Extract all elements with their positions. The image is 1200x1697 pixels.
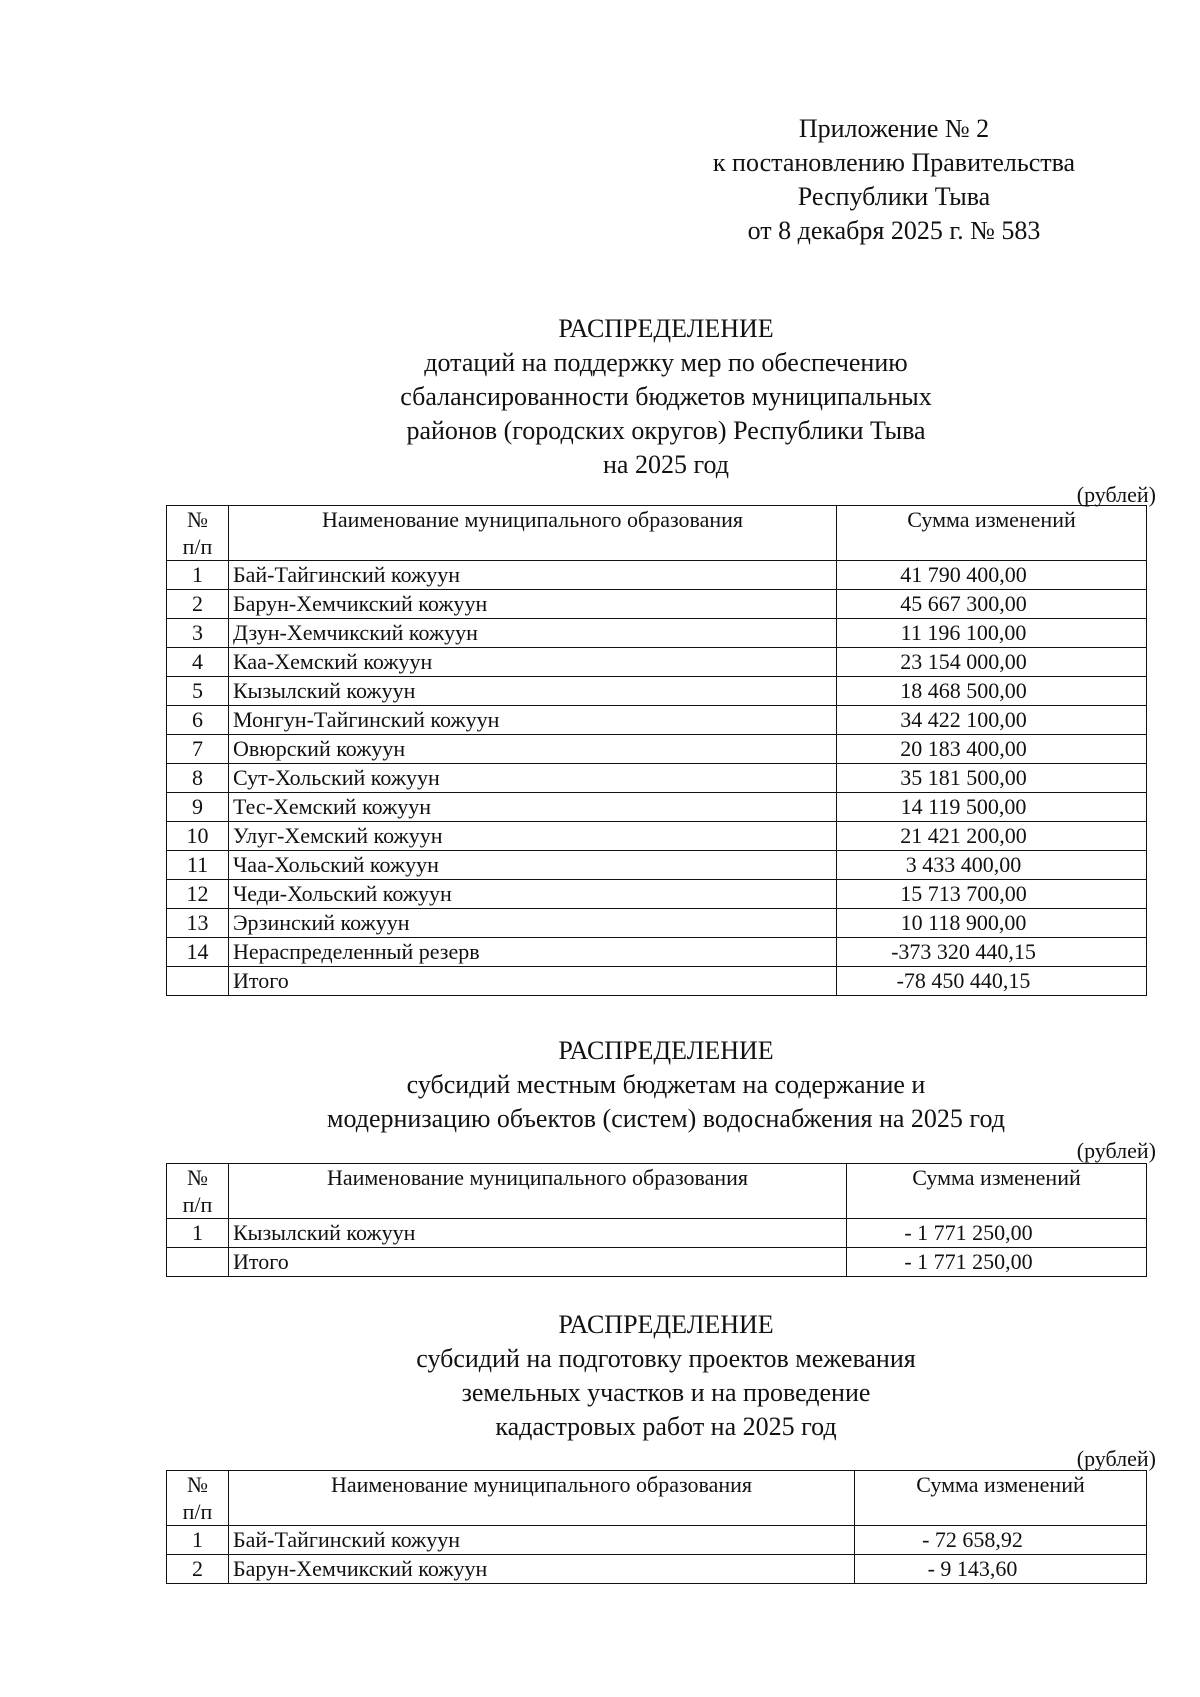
row-number: 1 bbox=[167, 561, 229, 590]
change-amount: 3 433 400,00 bbox=[837, 851, 1147, 880]
change-amount: - 9 143,60 bbox=[855, 1555, 1147, 1584]
row-number: 12 bbox=[167, 880, 229, 909]
section3-title-block bbox=[166, 1308, 1166, 1444]
municipality-name: Дзун-Хемчикский кожуун bbox=[229, 619, 837, 648]
change-amount: 35 181 500,00 bbox=[837, 764, 1147, 793]
change-amount: 21 421 200,00 bbox=[837, 822, 1147, 851]
table-row bbox=[167, 851, 1147, 880]
section2-subtitle-2: модернизацию объектов (систем) водоснабжения на 2025 год bbox=[327, 1104, 1005, 1133]
row-number: 11 bbox=[167, 851, 229, 880]
row-number: 3 bbox=[167, 619, 229, 648]
appendix-authority: Республики Тыва bbox=[797, 182, 991, 211]
table-row bbox=[167, 590, 1147, 619]
municipality-name: Чеди-Хольский кожуун bbox=[229, 880, 837, 909]
table-row bbox=[167, 764, 1147, 793]
row-number: 2 bbox=[167, 590, 229, 619]
section3-unit: (рублей) bbox=[1076, 1446, 1156, 1471]
change-amount: -78 450 440,15 bbox=[837, 967, 1147, 996]
section2-subtitle-1: субсидий местным бюджетам на содержание и bbox=[406, 1070, 926, 1099]
table-header-row bbox=[167, 1471, 1147, 1526]
municipality-name: Монгун-Тайгинский кожуун bbox=[229, 706, 837, 735]
section1-table-body bbox=[167, 561, 1147, 996]
change-amount: - 1 771 250,00 bbox=[847, 1248, 1147, 1277]
column-header-name: Наименование муниципального образования bbox=[229, 506, 837, 561]
row-number: 2 bbox=[167, 1555, 229, 1584]
table-row bbox=[167, 1248, 1147, 1277]
row-number: 9 bbox=[167, 793, 229, 822]
column-header-name: Наименование муниципального образования bbox=[229, 1164, 847, 1219]
table-row bbox=[167, 1555, 1147, 1584]
change-amount: 45 667 300,00 bbox=[837, 590, 1147, 619]
change-amount: 41 790 400,00 bbox=[837, 561, 1147, 590]
municipality-name: Барун-Хемчикский кожуун bbox=[229, 590, 837, 619]
municipality-name: Барун-Хемчикский кожуун bbox=[229, 1555, 855, 1584]
document-header bbox=[674, 112, 1114, 248]
municipality-name: Итого bbox=[229, 967, 837, 996]
municipality-name: Чаа-Хольский кожуун bbox=[229, 851, 837, 880]
municipality-name: Тес-Хемский кожуун bbox=[229, 793, 837, 822]
appendix-date: от 8 декабря 2025 г. № 583 bbox=[747, 216, 1041, 245]
change-amount: 15 713 700,00 bbox=[837, 880, 1147, 909]
table-row bbox=[167, 561, 1147, 590]
section1-title: РАСПРЕДЕЛЕНИЕ bbox=[558, 314, 774, 343]
section1-unit: (рублей) bbox=[1076, 482, 1156, 507]
change-amount: - 1 771 250,00 bbox=[847, 1219, 1147, 1248]
change-amount: 11 196 100,00 bbox=[837, 619, 1147, 648]
section1-subtitle-1: дотаций на поддержку мер по обеспечению bbox=[424, 348, 908, 377]
section3-table-body bbox=[167, 1526, 1147, 1584]
row-number: 7 bbox=[167, 735, 229, 764]
column-header-name: Наименование муниципального образования bbox=[229, 1471, 855, 1526]
municipality-name: Бай-Тайгинский кожуун bbox=[229, 1526, 855, 1555]
row-number bbox=[167, 1248, 229, 1277]
column-header-number: № п/п bbox=[167, 506, 229, 561]
row-number: 8 bbox=[167, 764, 229, 793]
table-row bbox=[167, 793, 1147, 822]
change-amount: 23 154 000,00 bbox=[837, 648, 1147, 677]
municipality-name: Сут-Хольский кожуун bbox=[229, 764, 837, 793]
column-header-sum: Сумма изменений bbox=[847, 1164, 1147, 1219]
section1-title-block bbox=[166, 312, 1166, 482]
municipality-name: Кызылский кожуун bbox=[229, 1219, 847, 1248]
municipality-name: Улуг-Хемский кожуун bbox=[229, 822, 837, 851]
row-number: 5 bbox=[167, 677, 229, 706]
table-header-row bbox=[167, 506, 1147, 561]
municipality-name: Кызылский кожуун bbox=[229, 677, 837, 706]
column-header-sum: Сумма изменений bbox=[855, 1471, 1147, 1526]
section1-subtitle-2: сбалансированности бюджетов муниципальных bbox=[400, 382, 932, 411]
change-amount: 14 119 500,00 bbox=[837, 793, 1147, 822]
table-row bbox=[167, 1526, 1147, 1555]
row-number: 10 bbox=[167, 822, 229, 851]
appendix-reference: к постановлению Правительства bbox=[712, 148, 1076, 177]
municipality-name: Эрзинский кожуун bbox=[229, 909, 837, 938]
column-header-number: № п/п bbox=[167, 1164, 229, 1219]
table-row bbox=[167, 706, 1147, 735]
municipality-name: Итого bbox=[229, 1248, 847, 1277]
section3-subtitle-2: земельных участков и на проведение bbox=[461, 1378, 871, 1407]
row-number: 1 bbox=[167, 1219, 229, 1248]
row-number: 1 bbox=[167, 1526, 229, 1555]
appendix-number: Приложение № 2 bbox=[798, 114, 990, 143]
section3-table bbox=[166, 1470, 1147, 1584]
change-amount: 10 118 900,00 bbox=[837, 909, 1147, 938]
municipality-name: Нераспределенный резерв bbox=[229, 938, 837, 967]
table-row bbox=[167, 880, 1147, 909]
row-number: 13 bbox=[167, 909, 229, 938]
change-amount: 34 422 100,00 bbox=[837, 706, 1147, 735]
section3-subtitle-1: субсидий на подготовку проектов межевания bbox=[416, 1344, 916, 1373]
column-header-number: № п/п bbox=[167, 1471, 229, 1526]
section2-title-block bbox=[166, 1034, 1166, 1136]
table-row bbox=[167, 648, 1147, 677]
municipality-name: Овюрский кожуун bbox=[229, 735, 837, 764]
row-number: 14 bbox=[167, 938, 229, 967]
change-amount: 20 183 400,00 bbox=[837, 735, 1147, 764]
municipality-name: Бай-Тайгинский кожуун bbox=[229, 561, 837, 590]
section2-table bbox=[166, 1163, 1147, 1277]
section1-subtitle-4: на 2025 год bbox=[603, 450, 729, 479]
change-amount: 18 468 500,00 bbox=[837, 677, 1147, 706]
municipality-name: Каа-Хемский кожуун bbox=[229, 648, 837, 677]
row-number bbox=[167, 967, 229, 996]
table-row bbox=[167, 909, 1147, 938]
table-row bbox=[167, 619, 1147, 648]
section2-table-body bbox=[167, 1219, 1147, 1277]
table-row bbox=[167, 677, 1147, 706]
change-amount: -373 320 440,15 bbox=[837, 938, 1147, 967]
table-row bbox=[167, 735, 1147, 764]
section1-subtitle-3: районов (городских округов) Республики Тыва bbox=[406, 416, 926, 445]
section3-title: РАСПРЕДЕЛЕНИЕ bbox=[558, 1310, 774, 1339]
section2-unit: (рублей) bbox=[1076, 1138, 1156, 1163]
change-amount: - 72 658,92 bbox=[855, 1526, 1147, 1555]
row-number: 4 bbox=[167, 648, 229, 677]
table-row bbox=[167, 822, 1147, 851]
section3-subtitle-3: кадастровых работ на 2025 год bbox=[495, 1412, 837, 1441]
table-row bbox=[167, 938, 1147, 967]
section1-table bbox=[166, 505, 1147, 996]
row-number: 6 bbox=[167, 706, 229, 735]
table-row bbox=[167, 1219, 1147, 1248]
table-header-row bbox=[167, 1164, 1147, 1219]
column-header-sum: Сумма изменений bbox=[837, 506, 1147, 561]
table-row bbox=[167, 967, 1147, 996]
section2-title: РАСПРЕДЕЛЕНИЕ bbox=[558, 1036, 774, 1065]
